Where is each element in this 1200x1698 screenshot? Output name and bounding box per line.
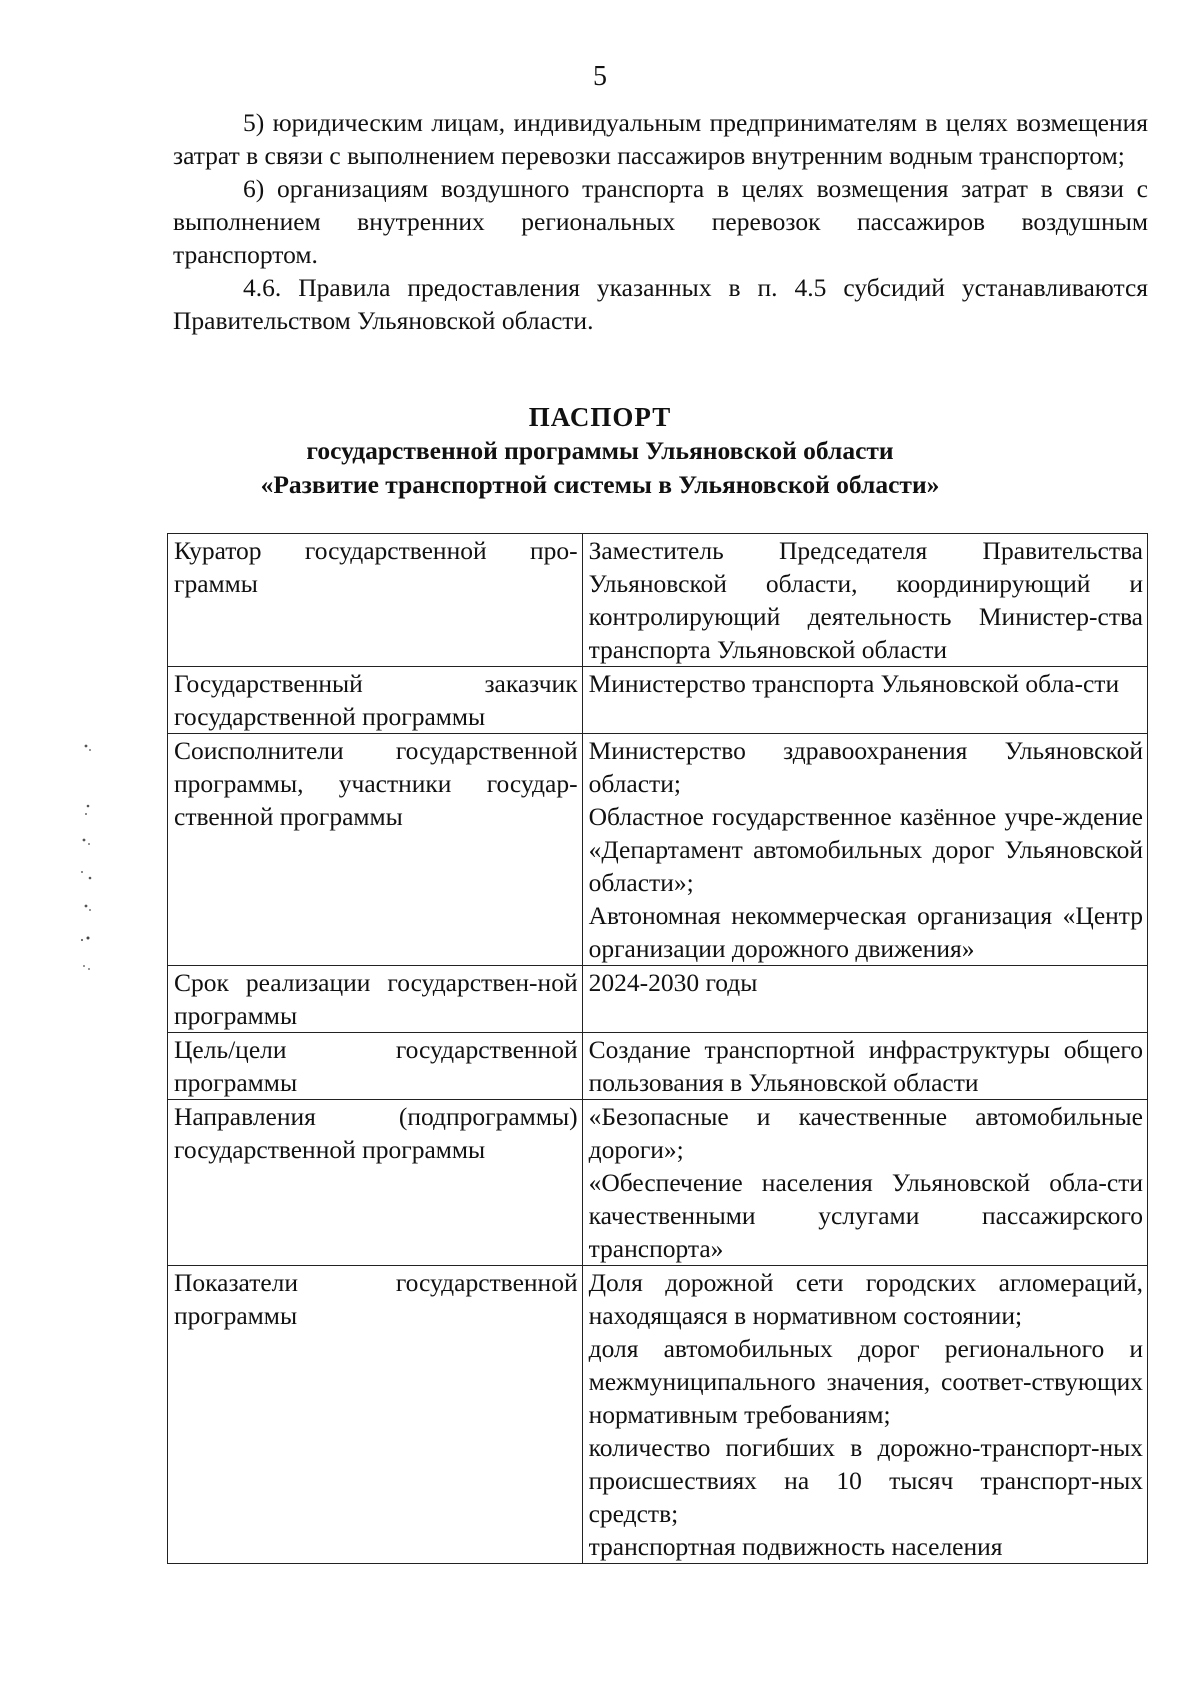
- row-label: Соисполнители государственной программы, участники государ-ственной программы: [168, 734, 583, 966]
- row-value-item: 2024-2030 годы: [588, 968, 758, 997]
- row-value-item: Заместитель Председателя Правительства Ульяновской области, координирующий и контролирующий деятельность Министер-ства транспорта Ульяновской области: [588, 536, 1143, 664]
- passport-subtitle-line-2: «Развитие транспортной системы в Ульяновской области»: [260, 470, 940, 499]
- row-value: [582, 734, 1147, 966]
- row-value: [582, 1100, 1147, 1266]
- row-value: [582, 534, 1147, 667]
- row-label: Государственный заказчик государственной программы: [168, 667, 583, 734]
- passport-table: [167, 533, 1148, 1564]
- row-label: Куратор государственной про-граммы: [168, 534, 583, 667]
- passport-subtitle-line-1: государственной программы Ульяновской области: [306, 436, 894, 465]
- table-row-indicators: [168, 1266, 1148, 1564]
- row-value-item: Доля дорожной сети городских агломераций, находящаяся в нормативном состоянии;: [588, 1268, 1143, 1330]
- row-value-item: Автономная некоммерческая организация «Центр организации дорожного движения»: [588, 901, 1143, 963]
- table-row-curator: [168, 534, 1148, 667]
- row-value-item: Министерство здравоохранения Ульяновской области;: [588, 736, 1143, 798]
- row-label: Показатели государственной программы: [168, 1266, 583, 1564]
- row-value-item: Создание транспортной инфраструктуры общего пользования в Ульяновской области: [588, 1035, 1143, 1097]
- table-row-customer: [168, 667, 1148, 734]
- passport-title-block: [0, 400, 1200, 502]
- row-value-item: «Обеспечение населения Ульяновской обла-сти качественными услугами пассажирского транспорта»: [588, 1168, 1143, 1263]
- table-row-co-executors: [168, 734, 1148, 966]
- row-value: [582, 1033, 1147, 1100]
- row-value-item: количество погибших в дорожно-транспорт-ных происшествиях на 10 тысяч транспорт-ных средств;: [588, 1433, 1143, 1528]
- row-value-item: Министерство транспорта Ульяновской обла-сти: [588, 669, 1120, 698]
- passport-title: ПАСПОРТ: [528, 402, 672, 432]
- row-value: [582, 1266, 1147, 1564]
- row-value-item: транспортная подвижность населения: [588, 1532, 1003, 1561]
- row-value-item: Областное государственное казённое учре-ждение «Департамент автомобильных дорог Ульяновской области»;: [588, 802, 1143, 897]
- scan-noise-marks: [72, 740, 102, 980]
- row-label: Цель/цели государственной программы: [168, 1033, 583, 1100]
- row-value-item: доля автомобильных дорог регионального и межмуниципального значения, соответ-ствующих нормативным требованиям;: [588, 1334, 1143, 1429]
- paragraph-item-5: 5) юридическим лицам, индивидуальным предпринимателям в целях возмещения затрат в связи с выполнением перевозки пассажиров внутренним водным транспортом;: [173, 108, 1148, 170]
- table-row-goals: [168, 1033, 1148, 1100]
- paragraph-4-6: 4.6. Правила предоставления указанных в п. 4.5 субсидий устанавливаются Правительством Ульяновской области.: [173, 273, 1148, 335]
- body-text: [173, 106, 1148, 337]
- row-label: Направления (подпрограммы) государственной программы: [168, 1100, 583, 1266]
- row-label: Срок реализации государствен-ной программы: [168, 966, 583, 1033]
- page-number: 5: [593, 61, 607, 92]
- table-row-term: [168, 966, 1148, 1033]
- row-value: [582, 966, 1147, 1033]
- row-value: [582, 667, 1147, 734]
- table-row-directions: [168, 1100, 1148, 1266]
- row-value-item: «Безопасные и качественные автомобильные дороги»;: [588, 1102, 1143, 1164]
- paragraph-item-6: 6) организациям воздушного транспорта в целях возмещения затрат в связи с выполнением внутренних региональных перевозок пассажиров воздушным транспортом.: [173, 174, 1148, 269]
